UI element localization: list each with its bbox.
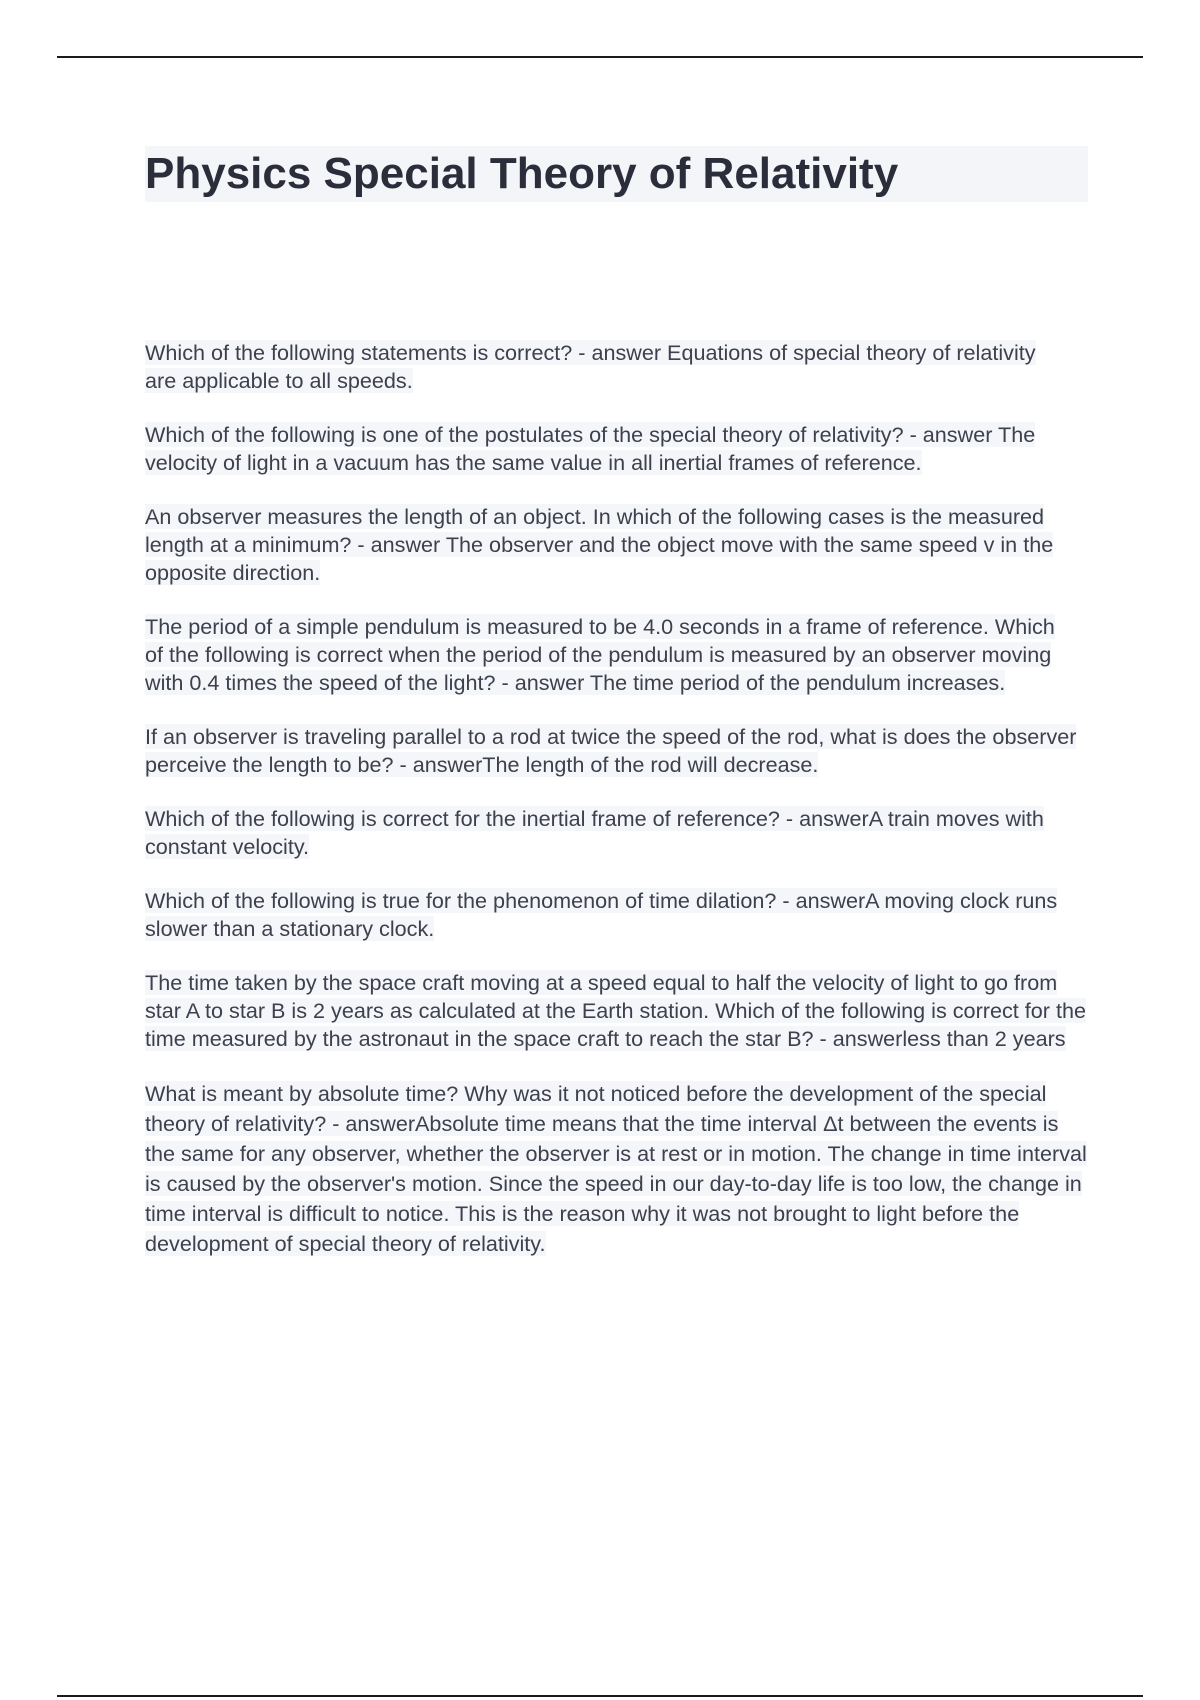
qa-item-6 <box>145 805 1065 861</box>
qa-item-text: An observer measures the length of an object. In which of the following cases is the measured length at a minimum? - answer The observer and the object move with the same speed v in the opposite direction. <box>145 504 1054 585</box>
qa-item-7 <box>145 887 1065 943</box>
qa-item-text: What is meant by absolute time? Why was it not noticed before the development of the special theory of relativity? - answerAbsolute time means that the time interval Δt between the events is the same for any observer, whether the observer is at rest or in motion. The change in time interval is caused by the observer's motion. Since the speed in our day-to-day life is too low, the change in time interval is difficult to notice. This is the reason why it was not brought to light before the development of special theory of relativity. <box>145 1081 1087 1256</box>
qa-item-text: Which of the following is correct for the inertial frame of reference? - answerA train moves with constant velocity. <box>145 806 1044 859</box>
title-block <box>145 146 1088 202</box>
qa-item-text: Which of the following is true for the phenomenon of time dilation? - answerA moving clock runs slower than a stationary clock. <box>145 888 1058 941</box>
qa-item-text: If an observer is traveling parallel to a rod at twice the speed of the rod, what is does the observer perceive the length to be? - answerThe length of the rod will decrease. <box>145 724 1077 777</box>
bottom-rule <box>57 1695 1143 1697</box>
top-rule <box>57 56 1143 58</box>
qa-item-text: The time taken by the space craft moving at a speed equal to half the velocity of light to go from star A to star B is 2 years as calculated at the Earth station. Which of the following is correct for the time measured by the astronaut in the space craft to reach the star B? - answerless than 2 years <box>145 970 1086 1051</box>
qa-item-1 <box>145 339 1065 395</box>
qa-item-text: Which of the following is one of the postulates of the special theory of relativity? - answer The velocity of light in a vacuum has the same value in all inertial frames of reference. <box>145 422 1036 475</box>
qa-item-text: Which of the following statements is correct? - answer Equations of special theory of relativity are applicable to all speeds. <box>145 340 1036 393</box>
qa-item-9 <box>145 1079 1090 1259</box>
qa-item-2 <box>145 421 1050 477</box>
qa-list <box>145 339 1090 1285</box>
qa-item-5 <box>145 723 1090 779</box>
qa-item-3 <box>145 503 1065 587</box>
qa-item-4 <box>145 613 1070 697</box>
page-title: Physics Special Theory of Relativity <box>145 149 899 198</box>
qa-item-text: The period of a simple pendulum is measured to be 4.0 seconds in a frame of reference. Which of the following is correct when the period of the pendulum is measured by an observer moving with 0.4 times the speed of the light? - answer The time period of the pendulum increases. <box>145 614 1055 695</box>
qa-item-8 <box>145 969 1090 1053</box>
